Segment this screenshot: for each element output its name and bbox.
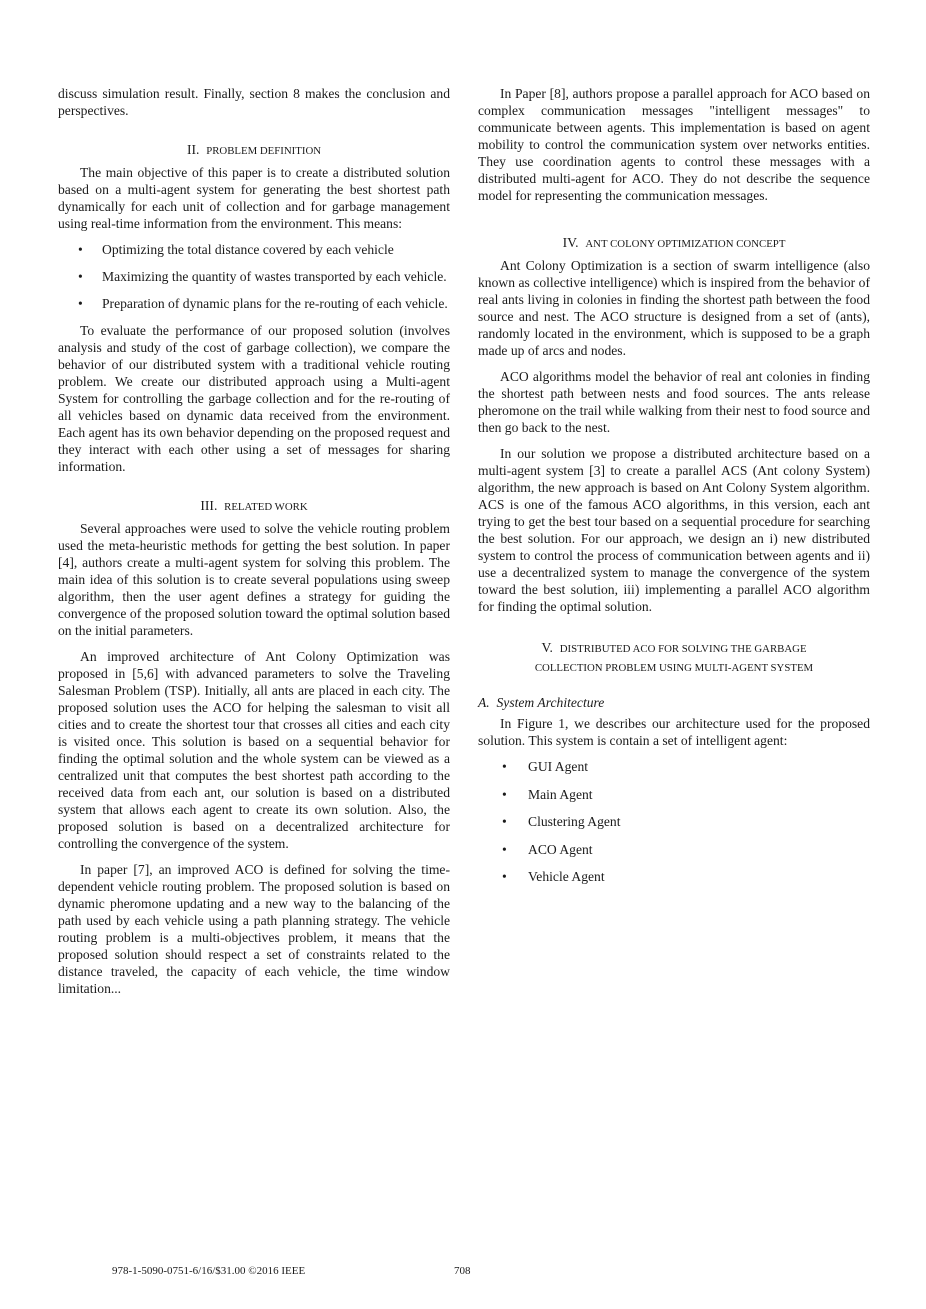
list-item: • Preparation of dynamic plans for the re-routing of each vehicle. [78,296,448,311]
section-3-paragraph-3: In paper [7], an improved ACO is defined for solving the time-dependent vehicle routing problem. The proposed solution is based on dynamic pheromone updating and a new way to the balancing of the path used by each vehicle using a path planning strategy. The vehicle routing problem is a multi-objectives problem, it means that the proposed solution should respect a set of constraints related to the distance traveled, the capacity of each vehicle, the time window limitation... [58,862,450,996]
section-3-heading [58,497,450,516]
section-4-title: ANT COLONY OPTIMIZATION CONCEPT [585,238,786,250]
page-number: 708 [454,1265,471,1277]
paper-8-paragraph: In Paper [8], authors propose a parallel approach for ACO based on complex communication messages "intelligent messages" to communicate between agents. This implementation is based on agent mobility to control the communication system over networks entities. They use coordination agents to control these messages with a distributed multi-agent for ACO. They do not describe the sequence model for representing the communication messages. [478,86,870,203]
section-5-heading [478,639,870,677]
subsection-a-title: System Architecture [496,695,605,710]
subsection-a-paragraph-1: In Figure 1, we describes our architecture used for the proposed solution. This system is contain a set of intelligent agent: [478,716,870,748]
section-2-paragraph-1: The main objective of this paper is to create a distributed solution based on a multi-agent system for generating the best shortest path dynamically for each unit of collection and for garbage management using real-time information from the environment. This means: [58,165,450,231]
subsection-a-label: A. [478,695,490,710]
objectives-list [58,241,450,312]
section-2-numeral: II. [186,142,200,157]
section-4-paragraph-1: Ant Colony Optimization is a section of swarm intelligence (also known as collective intelligence) which is inspired from the behavior of real ants living in colonies in finding the shortest path between the food source and nest. The ACO structure is designed from a set of (ants), randomly located in the environment, which is supposed to be a graph made up of arcs and nodes. [478,258,870,358]
agents-list [478,758,870,885]
section-4-paragraph-2: ACO algorithms model the behavior of real ant colonies in finding the shortest path between nests and food sources. The ants release pheromone on the trail while walking from their nest to food source and then go back to the nest. [478,369,870,435]
copyright-notice: 978-1-5090-0751-6/16/$31.00 ©2016 IEEE [112,1265,306,1277]
section-5-numeral: V. [541,640,553,655]
section-3-title: RELATED WORK [224,501,308,513]
section-4-paragraph-3: In our solution we propose a distributed architecture based on a multi-agent system [3] to create a parallel ACS (Ant colony System) algorithm, the new approach is based on Ant Colony System algorithm. ACS is one of the famous ACO algorithms, in this version, each ant trying to get the best tour based on a sequential procedure for searching the best solution. For our approach, we design an i) new distributed system to control the process of communication between agents and ii) use a decentralized system to manage the convergence of the system toward the best solution, iii) implementing a parallel ACO algorithm for finding the optimal solution. [478,446,870,614]
intro-tail-paragraph: discuss simulation result. Finally, section 8 makes the conclusion and perspectives. [58,86,450,118]
list-item: • Optimizing the total distance covered by each vehicle [78,242,394,257]
section-2-heading [58,141,450,160]
section-2-title: PROBLEM DEFINITION [206,145,322,157]
list-item: • Maximizing the quantity of wastes transported by each vehicle. [78,269,447,284]
section-4-heading [478,234,870,253]
section-3-numeral: III. [200,498,218,513]
list-item: • GUI Agent [502,759,589,774]
list-item: • ACO Agent [502,841,593,857]
section-4-numeral: IV. [562,235,579,250]
list-item: • Vehicle Agent [502,869,605,884]
list-item: • Clustering Agent [502,814,621,829]
section-2-paragraph-2: To evaluate the performance of our proposed solution (involves analysis and study of the cost of garbage collection), we compare the behavior of our distributed system with a traditional vehicle routing problem. We create our distributed approach using a Multi-agent System for controlling the garbage collection and for the re-routing of all vehicles based on dynamic data received from the environment. Each agent has its own behavior depending on the proposed request and they interact with each other using a set of messages for sharing information. [58,323,450,474]
list-item: • Main Agent [502,786,593,802]
section-5-title-line-1: DISTRIBUTED ACO FOR SOLVING THE GARBAGE [559,643,807,655]
section-3-paragraph-2: An improved architecture of Ant Colony Optimization was proposed in [5,6] with advanced parameters to solve the Traveling Salesman Problem (TSP). Initially, all ants are placed in each city. The proposed solution uses the ACO for helping the salesman to visit all cities and to create the shortest tour that crosses all cities and each city is visited once. This solution is based on a sequential behavior for finding the optimal solution and the whole system can be viewed as a centralized unit that computes the best shortest path according to the received data from each ant, our solution is based on a distributed system that allows each agent to create its own solution. Also, the proposed solution is based on a decentralized architecture for controlling the convergence of the system. [58,649,450,851]
section-3-paragraph-1: Several approaches were used to solve the vehicle routing problem used the meta-heuristic methods for getting the best solution. In paper [4], authors create a multi-agent system for solving this problem. The main idea of this solution is to create several populations using sweep algorithm, then the user agent defines a strategy for guiding the convergence of the proposed solution toward the optimal solution based on the initial parameters. [58,521,450,638]
left-column [58,85,450,997]
section-5-title-line-2: COLLECTION PROBLEM USING MULTI-AGENT SYSTEM [534,662,814,674]
right-column [478,85,870,896]
subsection-a-heading [478,694,870,711]
